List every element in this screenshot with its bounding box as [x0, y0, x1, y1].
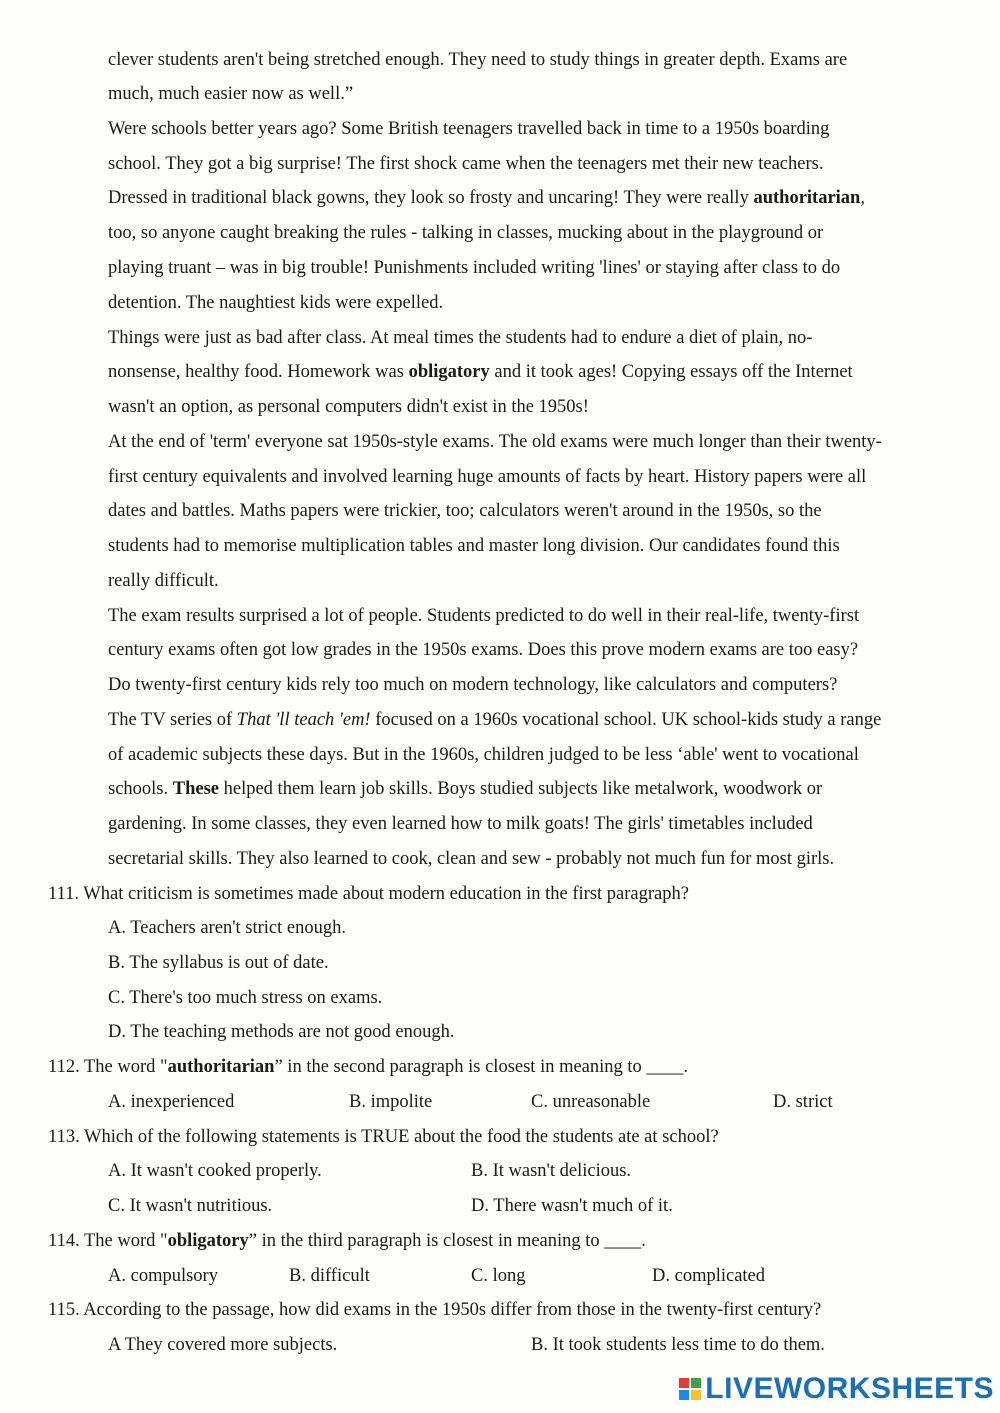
- question-114-stem: [48, 1229, 646, 1253]
- keyword-obligatory: obligatory: [167, 1231, 249, 1251]
- q112-option-b[interactable]: B. impolite: [349, 1092, 433, 1112]
- keyword-obligatory: obligatory: [408, 362, 490, 382]
- passage-line: first century equivalents and involved learning huge amounts of facts by heart. History papers were all: [108, 467, 867, 487]
- q113-option-b[interactable]: B. It wasn't delicious.: [471, 1161, 632, 1181]
- q113-option-a[interactable]: A. It wasn't cooked properly.: [108, 1161, 322, 1181]
- q115-option-a[interactable]: A They covered more subjects.: [108, 1335, 338, 1355]
- q111-option-c[interactable]: C. There's too much stress on exams.: [108, 988, 383, 1008]
- passage-line: school. They got a big surprise! The first shock came when the teenagers met their new teachers.: [108, 154, 824, 174]
- logo-square: [679, 1390, 689, 1400]
- passage-line: gardening. In some classes, they even learned how to milk goats! The girls' timetables included: [108, 814, 813, 834]
- passage-line: students had to memorise multiplication tables and master long division. Our candidates found this: [108, 536, 840, 556]
- passage-line: too, so anyone caught breaking the rules - talking in classes, mucking about in the playground or: [108, 223, 824, 243]
- q112-option-a[interactable]: A. inexperienced: [108, 1092, 235, 1112]
- passage-line: At the end of 'term' everyone sat 1950s-style exams. The old exams were much longer than their twenty-: [108, 432, 882, 452]
- passage-line: century exams often got low grades in the 1950s exams. Does this prove modern exams are too easy?: [108, 640, 859, 660]
- question-text: ” in the third paragraph is closest in meaning to ____.: [248, 1231, 646, 1251]
- passage-line: wasn't an option, as personal computers didn't exist in the 1950s!: [108, 397, 589, 417]
- passage-line: really difficult.: [108, 571, 219, 591]
- passage-text: ,: [860, 188, 865, 208]
- passage-text: and it took ages! Copying essays off the Internet: [489, 362, 853, 382]
- passage-line: The exam results surprised a lot of people. Students predicted to do well in their real-life, twenty-first: [108, 606, 860, 626]
- passage-line: [108, 186, 865, 210]
- question-111-stem: 111. What criticism is sometimes made about modern education in the first paragraph?: [48, 884, 689, 904]
- logo-text: LIVEWORKSHEETS: [705, 1372, 994, 1405]
- q115-option-b[interactable]: B. It took students less time to do them.: [531, 1335, 825, 1355]
- passage-line: dates and battles. Maths papers were trickier, too; calculators weren't around in the 1950s, so the: [108, 501, 822, 521]
- q113-option-c[interactable]: C. It wasn't nutritious.: [108, 1196, 273, 1216]
- q114-option-a[interactable]: A. compulsory: [108, 1266, 218, 1286]
- tv-series-title: That 'll teach 'em!: [236, 710, 371, 730]
- passage-text: nonsense, healthy food. Homework was: [108, 362, 409, 382]
- passage-line: Do twenty-first century kids rely too much on modern technology, like calculators and computers?: [108, 675, 838, 695]
- question-text: 112. The word ": [48, 1057, 168, 1077]
- passage-line: clever students aren't being stretched enough. They need to study things in greater depth. Exams are: [108, 50, 848, 70]
- question-text: 114. The word ": [48, 1231, 168, 1251]
- passage-line: Were schools better years ago? Some British teenagers travelled back in time to a 1950s boarding: [108, 119, 830, 139]
- keyword-these: These: [172, 779, 219, 799]
- passage-line: Things were just as bad after class. At meal times the students had to endure a diet of plain, no-: [108, 328, 813, 348]
- q111-option-b[interactable]: B. The syllabus is out of date.: [108, 953, 329, 973]
- logo-square: [691, 1390, 701, 1400]
- logo-mark-icon: [679, 1378, 701, 1400]
- passage-text: Dressed in traditional black gowns, they look so frosty and uncaring! They were really: [108, 188, 754, 208]
- q114-option-c[interactable]: C. long: [471, 1266, 526, 1286]
- passage-line: [108, 708, 881, 732]
- passage-text: schools.: [108, 779, 173, 799]
- passage-line: secretarial skills. They also learned to cook, clean and sew - probably not much fun for most girls.: [108, 849, 835, 869]
- question-112-stem: [48, 1055, 688, 1079]
- logo-square: [691, 1378, 701, 1388]
- q111-option-a[interactable]: A. Teachers aren't strict enough.: [108, 918, 346, 938]
- q111-option-d[interactable]: D. The teaching methods are not good enough.: [108, 1022, 455, 1042]
- q112-option-d[interactable]: D. strict: [773, 1092, 833, 1112]
- logo-square: [679, 1378, 689, 1388]
- q114-option-d[interactable]: D. complicated: [652, 1266, 766, 1286]
- q113-option-d[interactable]: D. There wasn't much of it.: [471, 1196, 673, 1216]
- passage-line: playing truant – was in big trouble! Punishments included writing 'lines' or staying after class to do: [108, 258, 841, 278]
- question-115-stem: 115. According to the passage, how did exams in the 1950s differ from those in the twenty-first century?: [48, 1300, 822, 1320]
- q114-option-b[interactable]: B. difficult: [289, 1266, 370, 1286]
- passage-line: of academic subjects these days. But in the 1960s, children judged to be less ‘able' went to vocational: [108, 745, 859, 765]
- passage-line: [108, 777, 822, 801]
- keyword-authoritarian: authoritarian: [167, 1057, 275, 1077]
- question-text: ” in the second paragraph is closest in meaning to ____.: [274, 1057, 689, 1077]
- passage-text: The TV series of: [108, 710, 237, 730]
- passage-line: much, much easier now as well.”: [108, 84, 354, 104]
- liveworksheets-logo: [679, 1371, 994, 1407]
- passage-text: helped them learn job skills. Boys studied subjects like metalwork, woodwork or: [219, 779, 823, 799]
- q112-option-c[interactable]: C. unreasonable: [531, 1092, 651, 1112]
- passage-text: focused on a 1960s vocational school. UK school-kids study a range: [370, 710, 882, 730]
- passage-line: [108, 360, 853, 384]
- keyword-authoritarian: authoritarian: [753, 188, 861, 208]
- question-113-stem: 113. Which of the following statements is TRUE about the food the students ate at school?: [48, 1127, 719, 1147]
- passage-line: detention. The naughtiest kids were expelled.: [108, 293, 444, 313]
